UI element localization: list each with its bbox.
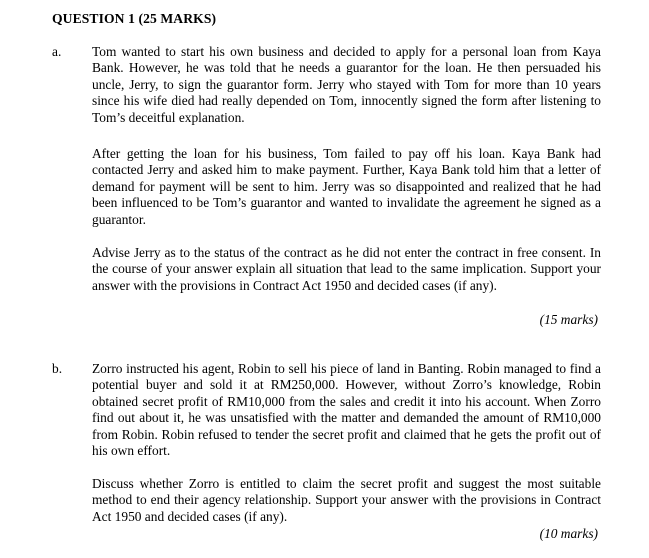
part-a-paragraph-3: Advise Jerry as to the status of the contract as he did not enter the contract in free consent. In the course of your answer explain all situation that lead to the same implication. Support your answer with the provisions in Contract Act 1950 and decided cases (if any). xyxy=(92,245,601,293)
question-title: QUESTION 1 (25 MARKS) xyxy=(52,11,217,26)
part-b-label: b. xyxy=(52,361,63,376)
part-a-paragraph-1: Tom wanted to start his own business and decided to apply for a personal loan from Kaya Bank. However, he was told that he needs a guarantor for the loan. He then persuaded his uncle, Jerry, to sign the guarantor form. Jerry who stayed with Tom for more than 10 years since his wife died had really depended on Tom, innocently signed the form after listening to Tom’s deceitful explanation. xyxy=(92,44,601,125)
part-b-marks: (10 marks) xyxy=(539,526,598,541)
part-a-marks: (15 marks) xyxy=(539,312,598,327)
part-a-label: a. xyxy=(52,44,62,59)
part-a-paragraph-2: After getting the loan for his business, Tom failed to pay off his loan. Kaya Bank had contacted Jerry and asked him to make payment. Further, Kaya Bank told him that a letter of demand for payment will be sent to him. Jerry was so disappointed and realized that he had been influenced to be Tom’s guarantor and wanted to invalidate the agreement he signed as a guarantor. xyxy=(92,146,601,227)
part-b-paragraph-1: Zorro instructed his agent, Robin to sell his piece of land in Banting. Robin managed to find a potential buyer and sold it at RM250,000. However, without Zorro’s knowledge, Robin obtained secret profit of RM10,000 from the sales and credit it into his account. When Zorro find out about it, he was unsatisfied with the matter and demanded the amount of RM10,000 from Robin. Robin refused to tender the secret profit and claimed that he gets the profit out of his own effort. xyxy=(92,361,601,459)
part-b-paragraph-2: Discuss whether Zorro is entitled to claim the secret profit and suggest the most suitable method to end their agency relationship. Support your answer with the provisions in Contract Act 1950 and decided cases (if any). xyxy=(92,476,601,524)
